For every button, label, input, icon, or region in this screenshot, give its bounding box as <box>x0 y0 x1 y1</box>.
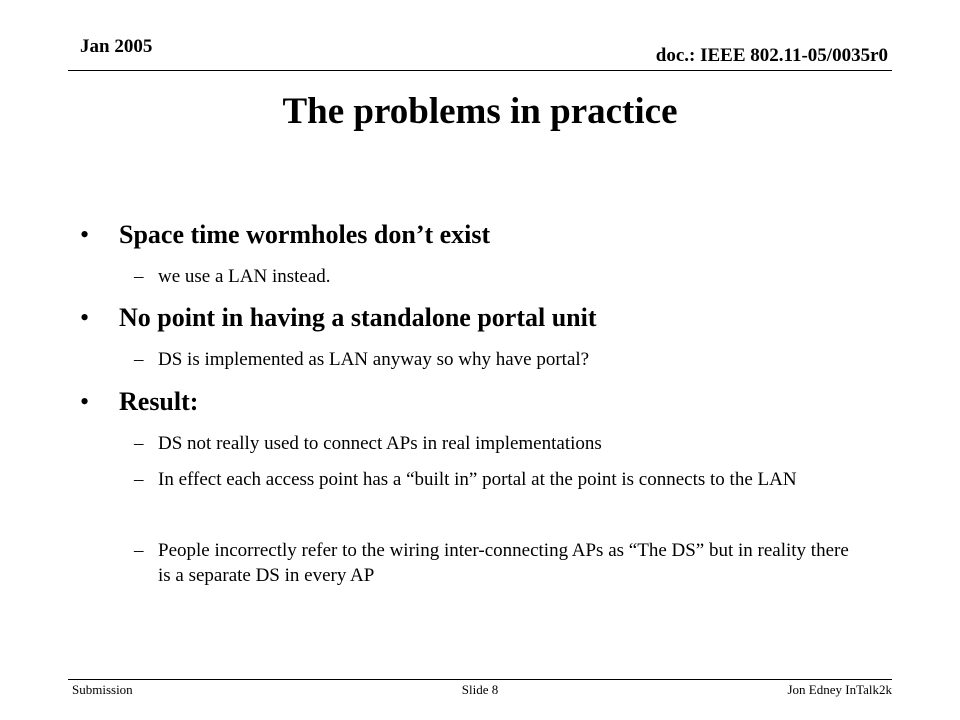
bullet-marker: • <box>80 387 90 416</box>
sub-marker: – <box>134 469 144 490</box>
bullet-text: Space time wormholes don’t exist <box>119 220 491 249</box>
bullet-text: No point in having a standalone portal unit <box>119 303 597 332</box>
footer-submission: Submission <box>72 682 133 697</box>
footer-author: Jon Edney InTalk2k <box>787 682 892 697</box>
sub-text: People incorrectly refer to the wiring inter-connecting APs as “The DS” but in reality there is a separate DS in every AP <box>158 540 849 586</box>
sub-text: we use a LAN instead. <box>158 266 331 287</box>
bullet-marker: • <box>80 303 90 332</box>
slide-body <box>80 0 880 720</box>
sub-marker: – <box>134 266 144 287</box>
footer-divider <box>68 679 892 680</box>
sub-marker: – <box>134 433 144 454</box>
header-date: Jan 2005 <box>80 36 153 57</box>
header-doc-number: doc.: IEEE 802.11-05/0035r0 <box>655 45 888 66</box>
sub-text: In effect each access point has a “built in” portal at the point is connects to the LAN <box>158 469 797 490</box>
sub-marker: – <box>134 540 144 561</box>
sub-text: DS not really used to connect APs in real implementations <box>158 433 602 454</box>
sub-text: DS is implemented as LAN anyway so why have portal? <box>158 349 590 370</box>
slide-title: The problems in practice <box>282 91 678 132</box>
bullet-text: Result: <box>119 387 199 416</box>
bullet-marker: • <box>80 220 90 249</box>
sub-marker: – <box>134 349 144 370</box>
footer-slide-number: Slide 8 <box>461 682 499 697</box>
